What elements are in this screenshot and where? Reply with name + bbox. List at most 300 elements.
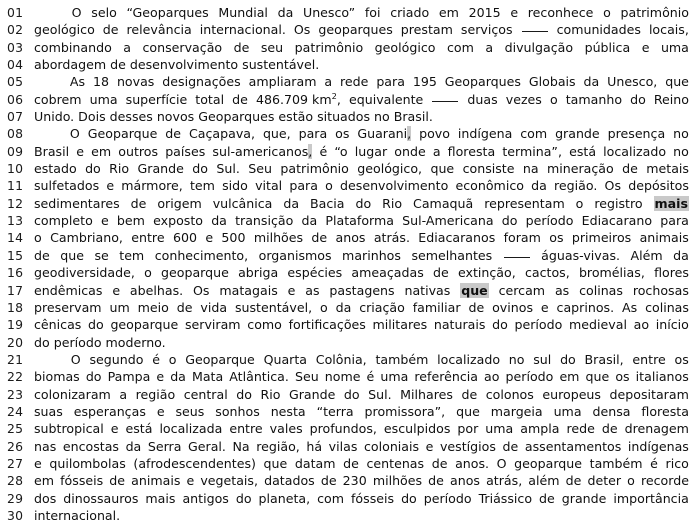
word: há (306, 438, 323, 454)
word: do (501, 213, 518, 229)
word: selo (91, 5, 117, 20)
line-text (34, 143, 699, 160)
word: densa (592, 403, 631, 419)
word: para (289, 178, 318, 194)
word: início (655, 317, 689, 333)
text-line (0, 368, 699, 385)
word: uma (89, 91, 118, 107)
word: milhões (372, 473, 423, 489)
word: Sul. (368, 386, 392, 402)
line-text: abordagem de desenvolvimento sustentável. (34, 57, 320, 73)
word: o (575, 195, 584, 211)
word: vida (200, 299, 228, 315)
word: o (168, 351, 177, 367)
word: geológico (374, 39, 436, 55)
word: presença (607, 126, 666, 142)
word: região (135, 386, 176, 402)
word: localizado (603, 143, 667, 159)
word: europeus (542, 386, 601, 402)
word: comunidades (556, 22, 641, 38)
line-text (34, 264, 699, 281)
word: da (283, 195, 300, 211)
line-number: 24 (7, 403, 24, 419)
word: criado (390, 5, 430, 20)
word: locais, (648, 22, 689, 38)
word: ao (633, 317, 650, 333)
word: vegetais, (200, 473, 258, 489)
line-text (34, 472, 699, 489)
word: da (170, 369, 186, 385)
word: primeiros (571, 230, 632, 246)
word: Atlântica. (229, 369, 289, 385)
text-line (0, 125, 699, 142)
text-line (0, 108, 699, 125)
word: de (343, 455, 359, 471)
word: nome (324, 369, 361, 385)
word: e (425, 438, 434, 454)
text-line (0, 212, 699, 229)
word: combinando (34, 39, 112, 55)
word: se (94, 247, 109, 263)
word: entre (131, 230, 165, 246)
word: rochosas (632, 282, 689, 298)
word: grande (561, 490, 607, 506)
highlighted-comma: , (407, 126, 412, 142)
line-text (34, 229, 699, 246)
line-number: 01 (7, 5, 24, 20)
word: da (335, 299, 352, 315)
word: equivalente (348, 91, 424, 107)
word: biomas (34, 369, 80, 385)
word: em (438, 5, 459, 20)
word: de (565, 473, 582, 489)
word: 195 (412, 74, 437, 90)
word: pastagens (329, 282, 395, 298)
word: que (456, 403, 480, 419)
word: que (430, 161, 455, 177)
highlighted-keyword: que (461, 282, 488, 298)
word: Cambriano, (50, 230, 123, 246)
word: divulgação (504, 39, 574, 55)
word: países (165, 143, 206, 159)
word: de (320, 473, 337, 489)
word: é (152, 351, 160, 367)
word: e (641, 39, 650, 55)
text-line (0, 160, 699, 177)
word: “terra (316, 403, 354, 419)
line-number: 18 (7, 299, 24, 315)
word: animais (131, 473, 181, 489)
word (431, 91, 459, 108)
word: conhecimento, (154, 247, 249, 263)
word: consiste (462, 161, 515, 177)
word: ampliaram (248, 74, 317, 90)
line-text (34, 21, 699, 38)
word: deter (587, 473, 622, 489)
text-line (0, 299, 699, 316)
word: o (144, 265, 152, 281)
text-line (0, 403, 699, 420)
word: margeia (490, 403, 543, 419)
word: atrás, (486, 473, 523, 489)
word: de (165, 126, 182, 142)
word-with-superscript: 486.709 $km^2$, (255, 90, 341, 107)
word: importância (613, 490, 689, 506)
word: de (502, 438, 519, 454)
word: central (183, 386, 228, 402)
text-line (0, 490, 699, 507)
word: que (263, 455, 288, 471)
word: uma (660, 39, 689, 55)
word: Grande (137, 161, 184, 177)
word: Na (232, 438, 250, 454)
word: preservam (34, 299, 102, 315)
word: os (674, 351, 689, 367)
word: período (514, 317, 563, 333)
word: bem (116, 213, 145, 229)
word: da (125, 438, 142, 454)
text-line (0, 247, 699, 264)
word: e (34, 455, 42, 471)
text-line (0, 21, 699, 38)
word: espécies (287, 265, 343, 281)
word: do (630, 91, 646, 107)
word: sido (222, 178, 248, 194)
word: foram (503, 230, 541, 246)
word: O (69, 126, 80, 142)
line-number: 30 (7, 507, 24, 523)
word: sul (533, 351, 552, 367)
word: Rio (260, 386, 281, 402)
word: sedimentares (34, 195, 120, 211)
word: nesta (270, 403, 306, 419)
word: Os (193, 282, 210, 298)
word: de (102, 22, 119, 38)
word: a (119, 386, 128, 402)
line-text (34, 4, 699, 21)
word: no (673, 126, 689, 142)
text-line (0, 195, 699, 212)
word: dinossauros (63, 490, 139, 506)
word: lugar (354, 143, 388, 159)
line-text (34, 438, 699, 455)
word: encostas (62, 438, 119, 454)
word-with-highlighted-comma: sul-americanos, (212, 143, 313, 159)
word: reconhece (527, 5, 594, 20)
line-number: 10 (7, 161, 24, 177)
word: medieval (569, 317, 627, 333)
word: Seu (294, 369, 319, 385)
line-text: internacional. (34, 507, 121, 523)
line-number: 17 (7, 282, 24, 298)
word: relevância (126, 22, 192, 38)
text-line (0, 73, 699, 90)
word: milhões (253, 230, 304, 246)
word: Globais (528, 74, 576, 90)
word: e (106, 178, 115, 194)
word: e (287, 282, 296, 298)
word: esperanças (73, 403, 146, 419)
text-line (0, 316, 699, 333)
word: 18 (93, 74, 110, 90)
word (654, 195, 689, 212)
word: Geoparque (87, 126, 158, 142)
word: Mundial (218, 5, 268, 20)
word: que, (262, 126, 291, 142)
line-number: 07 (7, 109, 24, 125)
line-text (34, 177, 699, 194)
word: serviram (184, 317, 241, 333)
word: de (461, 386, 478, 402)
line-text (34, 91, 699, 108)
word: geológico, (357, 161, 423, 177)
word: colinas (645, 299, 689, 315)
line-number: 03 (7, 39, 24, 55)
word: anos (335, 230, 366, 246)
word: internacional. (199, 22, 286, 38)
word: (afrodescendentes) (133, 455, 256, 471)
line-number: 29 (7, 490, 24, 506)
text-line (0, 177, 699, 194)
word: do (401, 490, 417, 506)
word: Pampa (107, 369, 151, 385)
word: metais (646, 161, 689, 177)
word: segundo (89, 351, 144, 367)
word: subtropical (34, 421, 104, 437)
word: para (298, 126, 328, 142)
word: e (110, 421, 119, 437)
line-text (34, 282, 699, 299)
word: novas (116, 74, 155, 90)
word: de (176, 299, 193, 315)
word: desenvolvimento (340, 178, 449, 194)
line-text (34, 316, 699, 333)
word: do (236, 386, 252, 402)
word: Sul-Americana (402, 213, 494, 229)
word: o (325, 178, 333, 194)
word: endêmicas (34, 282, 103, 298)
word: semelhantes (411, 247, 493, 263)
word: com (446, 39, 474, 55)
text-line (0, 264, 699, 281)
word: completo (34, 213, 93, 229)
text-line (0, 39, 699, 56)
word: naturais (433, 317, 486, 333)
word: transição (235, 213, 294, 229)
line-number: 28 (7, 473, 24, 489)
word: além (528, 473, 560, 489)
word: período (525, 213, 574, 229)
word: flores (654, 265, 689, 281)
word: datam (294, 455, 336, 471)
word: a (123, 39, 131, 55)
word: nativas (404, 282, 451, 298)
word: que (665, 74, 689, 90)
word: o (319, 299, 328, 315)
blank-gap (522, 31, 548, 32)
word: abelhas. (129, 282, 184, 298)
word: conservação (142, 39, 223, 55)
word: dos (34, 490, 57, 506)
word: Camaquã (413, 195, 474, 211)
word: sulfetados (34, 178, 100, 194)
word: vilas (328, 438, 358, 454)
word: de (311, 230, 328, 246)
word (503, 247, 531, 264)
word (521, 21, 549, 38)
text-line (0, 455, 699, 472)
word: é (366, 369, 375, 385)
word: rede (340, 74, 369, 90)
word: as (305, 282, 320, 298)
word: de (428, 473, 444, 489)
word: geoparques (318, 22, 393, 38)
word: Seu (248, 161, 272, 177)
line-text (34, 299, 699, 316)
word: rico (665, 455, 689, 471)
word: Ediacaranos (418, 230, 496, 246)
word: caprinos. (556, 299, 615, 315)
word: que (585, 369, 610, 385)
line-number: 25 (7, 421, 24, 437)
line-text (34, 247, 699, 264)
line-text (34, 403, 699, 420)
word: de (233, 39, 250, 55)
word: As (622, 299, 638, 315)
word: os (615, 369, 630, 385)
word: fósseis (351, 490, 395, 506)
word: atrás. (373, 230, 410, 246)
word: promissora”, (364, 403, 446, 419)
word: os (549, 230, 564, 246)
word: profundos, (309, 421, 377, 437)
word: Rio (109, 161, 130, 177)
word: do (85, 369, 102, 385)
word: superfície (125, 91, 188, 107)
text-line (0, 351, 699, 368)
word: em (34, 473, 55, 489)
word: Unesco, (607, 74, 658, 90)
word: O (496, 455, 507, 471)
line-number: 09 (7, 143, 24, 159)
word: pública (584, 39, 631, 55)
line-text (34, 386, 699, 403)
word: geológico (34, 22, 95, 38)
word: do (85, 161, 101, 177)
word: familiar (412, 299, 461, 315)
word: depósitos (628, 178, 689, 194)
word: tem (119, 247, 145, 263)
word: que (60, 247, 84, 263)
word: nas (34, 438, 57, 454)
word: criação (359, 299, 405, 315)
word: abriga (238, 265, 279, 281)
word: do (492, 317, 508, 333)
word: do (192, 161, 208, 177)
word: Caçapava, (188, 126, 256, 142)
superscript-two: 2 (331, 90, 337, 101)
word: fortificações (288, 317, 366, 333)
word: e (156, 403, 165, 419)
line-number: 27 (7, 455, 24, 471)
word: a (324, 74, 333, 90)
line-number: 19 (7, 317, 24, 333)
word: italianos (635, 369, 689, 385)
word: grande (555, 126, 600, 142)
word: colonos (485, 386, 534, 402)
word: seus (175, 403, 205, 419)
word: designações (162, 74, 241, 90)
word: geoparque (110, 317, 179, 333)
word: da (211, 213, 227, 229)
word: a (485, 39, 494, 55)
word: em (91, 143, 112, 159)
word: de (539, 490, 555, 506)
word: o (603, 5, 611, 20)
word: O (71, 5, 82, 20)
line-number: 11 (7, 178, 24, 194)
word: Unesco” (302, 5, 356, 20)
word: indígena (457, 126, 513, 142)
word: da (301, 213, 318, 229)
line-number: 04 (7, 57, 24, 73)
word: tem (189, 178, 215, 194)
text-line (0, 143, 699, 160)
word: fósseis (60, 473, 104, 489)
word: Bacia (310, 195, 345, 211)
word: de (601, 421, 618, 437)
blank-gap (504, 257, 530, 258)
word: 2015 (468, 5, 501, 20)
text-line (0, 334, 699, 351)
word: serviços (460, 22, 513, 38)
line-number: 15 (7, 247, 24, 263)
line-number: 06 (7, 91, 24, 107)
word: As (69, 74, 86, 90)
word: da (531, 178, 547, 194)
word: Mata (191, 369, 224, 385)
line-number: 02 (7, 22, 24, 38)
line-number: 12 (7, 195, 24, 211)
line-number: 08 (7, 126, 24, 142)
word: O (70, 351, 81, 367)
text-line (0, 4, 699, 21)
word: Sul. (216, 161, 240, 177)
word: com (317, 490, 345, 506)
word: Plataforma (325, 213, 394, 229)
word: Colônia, (315, 351, 367, 367)
word: os (335, 126, 350, 142)
word: ameaçadas (351, 265, 424, 281)
word: Brasil (34, 143, 70, 159)
word: Geral. (188, 438, 226, 454)
word: Os (293, 22, 311, 38)
word: estado (34, 161, 77, 177)
line-number: 05 (7, 74, 24, 90)
word: quilombolas (49, 455, 126, 471)
word: assentamentos (524, 438, 622, 454)
text-line (0, 56, 699, 73)
text-line (0, 472, 699, 489)
word: geodiversidade, (34, 265, 135, 281)
word: mais (145, 490, 176, 506)
word: prestam (400, 22, 453, 38)
word: registro (594, 195, 643, 211)
word: 500 (221, 230, 246, 246)
word: de (468, 299, 485, 315)
word: militares (372, 317, 428, 333)
word-with-highlighted-comma: Guarani, (357, 126, 412, 142)
